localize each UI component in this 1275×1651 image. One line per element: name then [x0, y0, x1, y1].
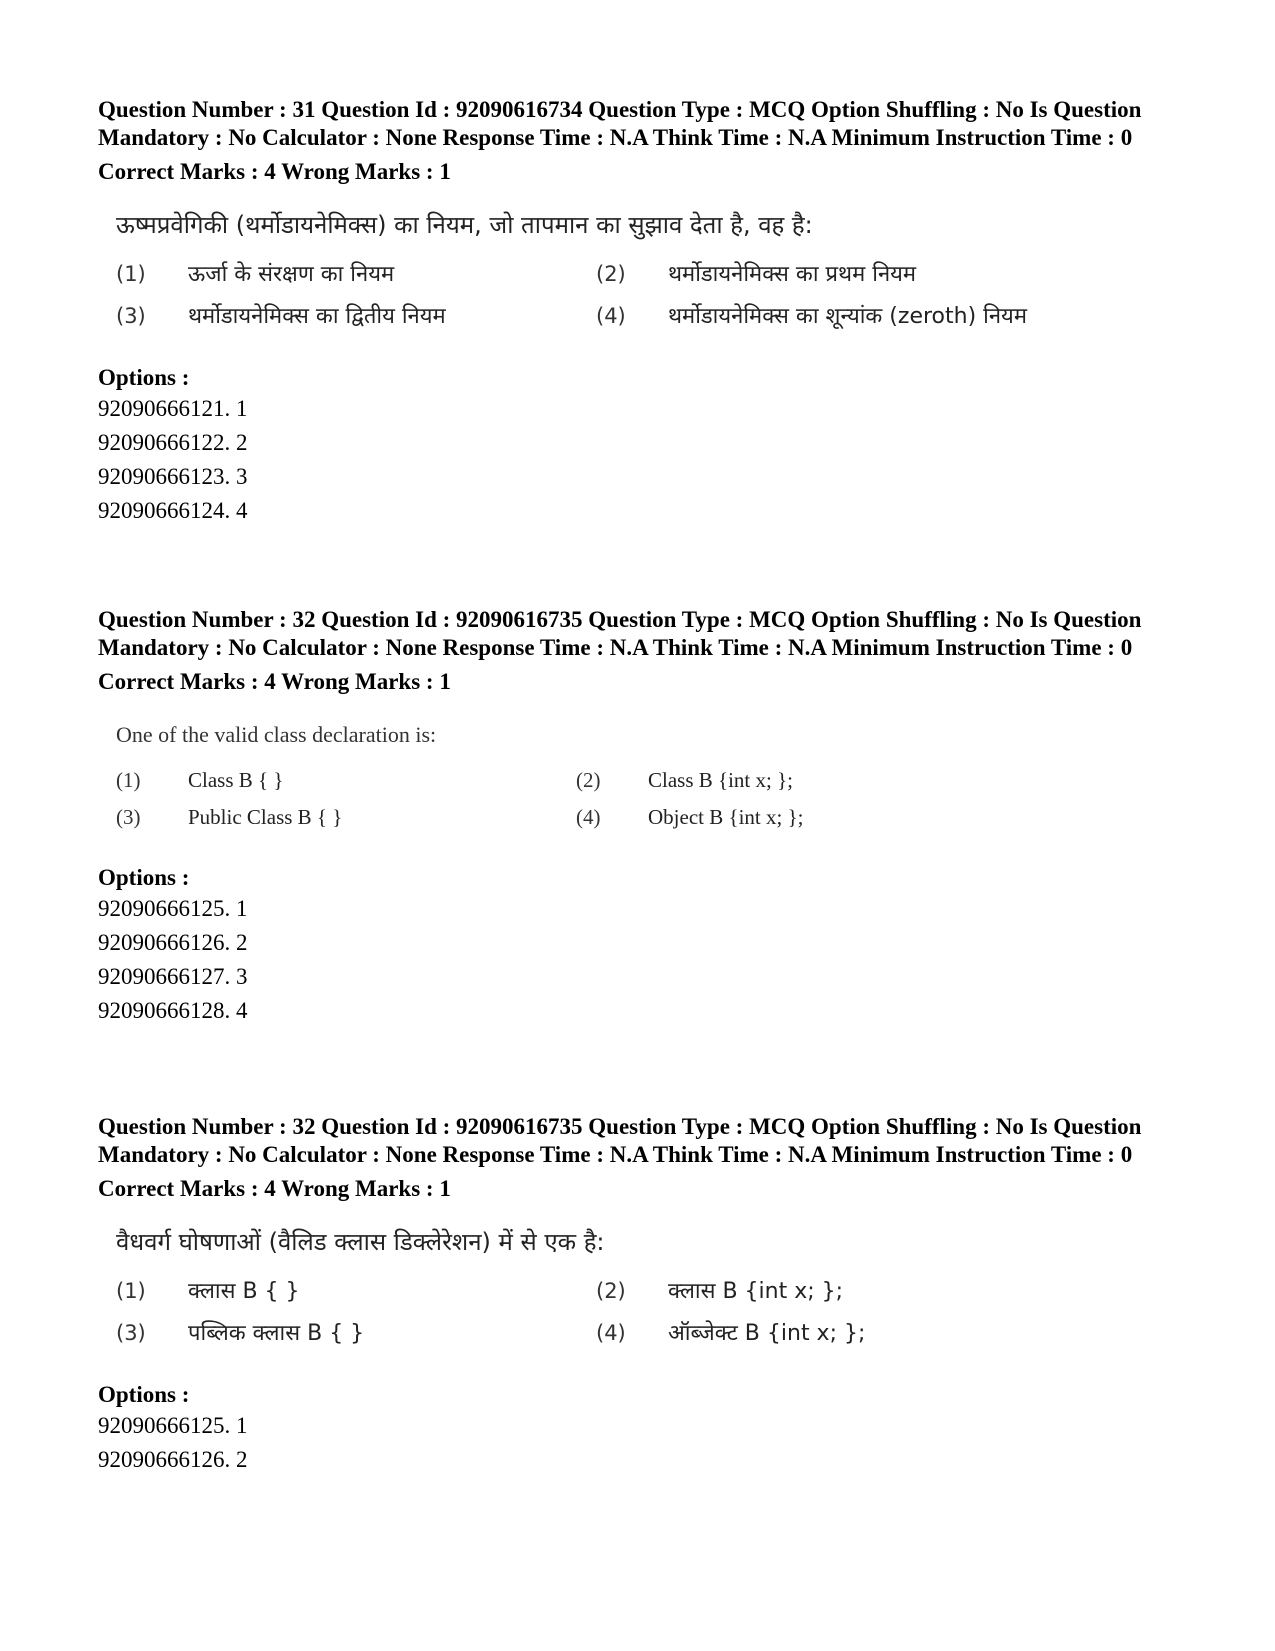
choice-grid: [116, 768, 1178, 830]
choice-2: [596, 258, 1116, 288]
option-id: 92090666125. 1: [98, 896, 248, 921]
choice-number: (1): [116, 768, 141, 792]
option-id: 92090666124. 4: [98, 498, 248, 523]
option-id: 92090666125. 1: [98, 1413, 248, 1438]
options-heading: Options :: [98, 865, 190, 890]
choice-text: Object B {int x; };: [648, 805, 804, 829]
option-id: 92090666121. 1: [98, 396, 248, 421]
choice-2: [576, 768, 1096, 793]
choice-number: (2): [596, 1279, 626, 1303]
question-meta: Question Number : 32 Question Id : 92090616735 Question Type : MCQ Option Shuffling : No Is Question Mandatory : No Calculator : None Response Time : N.A Think Time : N.A Minimum Instruction Time : 0: [98, 607, 1142, 660]
choice-number: (3): [116, 1321, 146, 1345]
options-heading: Options :: [98, 1382, 190, 1407]
question-text: One of the valid class declaration is:: [116, 722, 437, 747]
choice-grid: [116, 258, 1178, 330]
choice-number: (4): [596, 1321, 626, 1345]
choice-number: (3): [116, 304, 146, 328]
question-meta: Question Number : 32 Question Id : 92090616735 Question Type : MCQ Option Shuffling : No Is Question Mandatory : No Calculator : None Response Time : N.A Think Time : N.A Minimum Instruction Time : 0: [98, 1114, 1142, 1167]
choice-4: [596, 300, 1116, 330]
question-block-32-hi: [98, 1113, 1178, 1477]
option-id: 92090666128. 4: [98, 998, 248, 1023]
choice-text: Class B { }: [188, 768, 284, 792]
choice-number: (2): [596, 262, 626, 286]
choice-3: [116, 1317, 596, 1347]
question-marks: Correct Marks : 4 Wrong Marks : 1: [98, 1176, 451, 1201]
choice-text: Class B {int x; };: [648, 768, 794, 792]
choice-1: [116, 768, 576, 793]
choice-2: [596, 1275, 1116, 1305]
option-id: 92090666127. 3: [98, 964, 248, 989]
option-id: 92090666126. 2: [98, 1447, 248, 1472]
question-meta: Question Number : 31 Question Id : 92090616734 Question Type : MCQ Option Shuffling : No Is Question Mandatory : No Calculator : None Response Time : N.A Think Time : N.A Minimum Instruction Time : 0: [98, 97, 1142, 150]
choice-text: थर्मोडायनेमिक्स का शून्यांक (zeroth) नियम: [668, 304, 1027, 329]
choice-number: (1): [116, 262, 146, 286]
option-id: 92090666126. 2: [98, 930, 248, 955]
choice-text: क्लास B {int x; };: [668, 1279, 844, 1304]
question-text: वैधवर्ग घोषणाओं (वैलिड क्लास डिक्लेरेशन) में से एक है:: [116, 1228, 605, 1256]
choice-text: क्लास B { }: [188, 1279, 300, 1304]
option-id: 92090666123. 3: [98, 464, 248, 489]
choice-number: (4): [596, 304, 626, 328]
choice-text: ऑब्जेक्ट B {int x; };: [668, 1321, 866, 1346]
question-marks: Correct Marks : 4 Wrong Marks : 1: [98, 669, 451, 694]
choice-3: [116, 805, 576, 830]
choice-number: (4): [576, 805, 601, 829]
question-block-31: [98, 96, 1178, 528]
choice-1: [116, 258, 596, 288]
choice-number: (1): [116, 1279, 146, 1303]
options-heading: Options :: [98, 365, 190, 390]
choice-text: पब्लिक क्लास B { }: [188, 1321, 365, 1346]
choice-1: [116, 1275, 596, 1305]
choice-text: ऊर्जा के संरक्षण का नियम: [188, 262, 395, 287]
choice-text: थर्मोडायनेमिक्स का द्वितीय नियम: [188, 304, 446, 329]
choice-text: थर्मोडायनेमिक्स का प्रथम नियम: [668, 262, 917, 287]
choice-grid: [116, 1275, 1178, 1347]
option-id: 92090666122. 2: [98, 430, 248, 455]
choice-text: Public Class B { }: [188, 805, 343, 829]
choice-3: [116, 300, 596, 330]
choice-4: [576, 805, 1096, 830]
choice-number: (3): [116, 805, 141, 829]
question-marks: Correct Marks : 4 Wrong Marks : 1: [98, 159, 451, 184]
choice-4: [596, 1317, 1116, 1347]
question-block-32-en: [98, 606, 1178, 1028]
choice-number: (2): [576, 768, 601, 792]
question-text: ऊष्मप्रवेगिकी (थर्मोडायनेमिक्स) का नियम, जो तापमान का सुझाव देता है, वह है:: [116, 211, 813, 239]
